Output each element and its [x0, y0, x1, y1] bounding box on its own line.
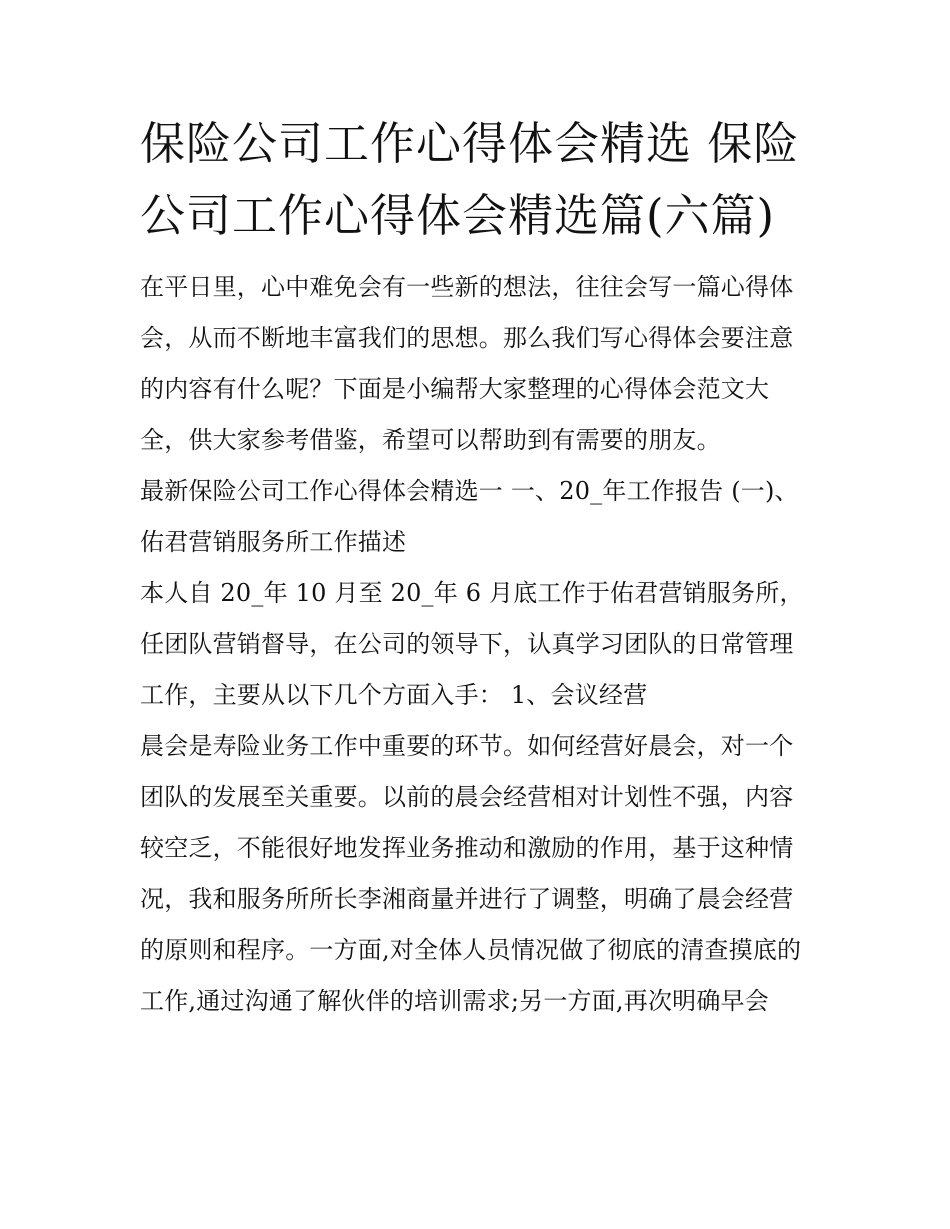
intro-paragraph: 在平日里，心中难免会有一些新的想法，往往会写一篇心得体会，从而不断地丰富我们的思想。那么我们写心得体会要注意的内容有什么呢？下面是小编帮大家整理的心得体会范文大全，供大家参考借鉴，希望可以帮助到有需要的朋友。 [140, 273, 794, 454]
morning-meeting-paragraph: 晨会是寿险业务工作中重要的环节。如何经营好晨会，对一个团队的发展至关重要。以前的晨会经营相对计划性不强，内容较空乏，不能很好地发挥业务推动和激励的作用，基于这种情况，我和服务所所长李湘商量并进行了调整，明确了晨会经营的原则和程序。一方面,对全体人员情况做了彻底的清查摸底的工作,通过沟通了解伙伴的培训需求;另一方面,再次明确早会 [140, 732, 802, 1015]
work-description-paragraph: 本人自 20_年 10 月至 20_年 6 月底工作于佑君营销服务所，任团队营销督导，在公司的领导下，认真学习团队的日常管理工作，主要从以下几个方面入手： 1、会议经营 [140, 579, 804, 709]
document-title: 保险公司工作心得体会精选 保险公司工作心得体会精选篇(六篇) [140, 117, 800, 242]
document-page [140, 108, 815, 1027]
section-heading-paragraph: 最新保险公司工作心得体会精选一 一、20_年工作报告 (一)、佑君营销服务所工作描述 [140, 477, 799, 556]
document-body [140, 262, 815, 1027]
